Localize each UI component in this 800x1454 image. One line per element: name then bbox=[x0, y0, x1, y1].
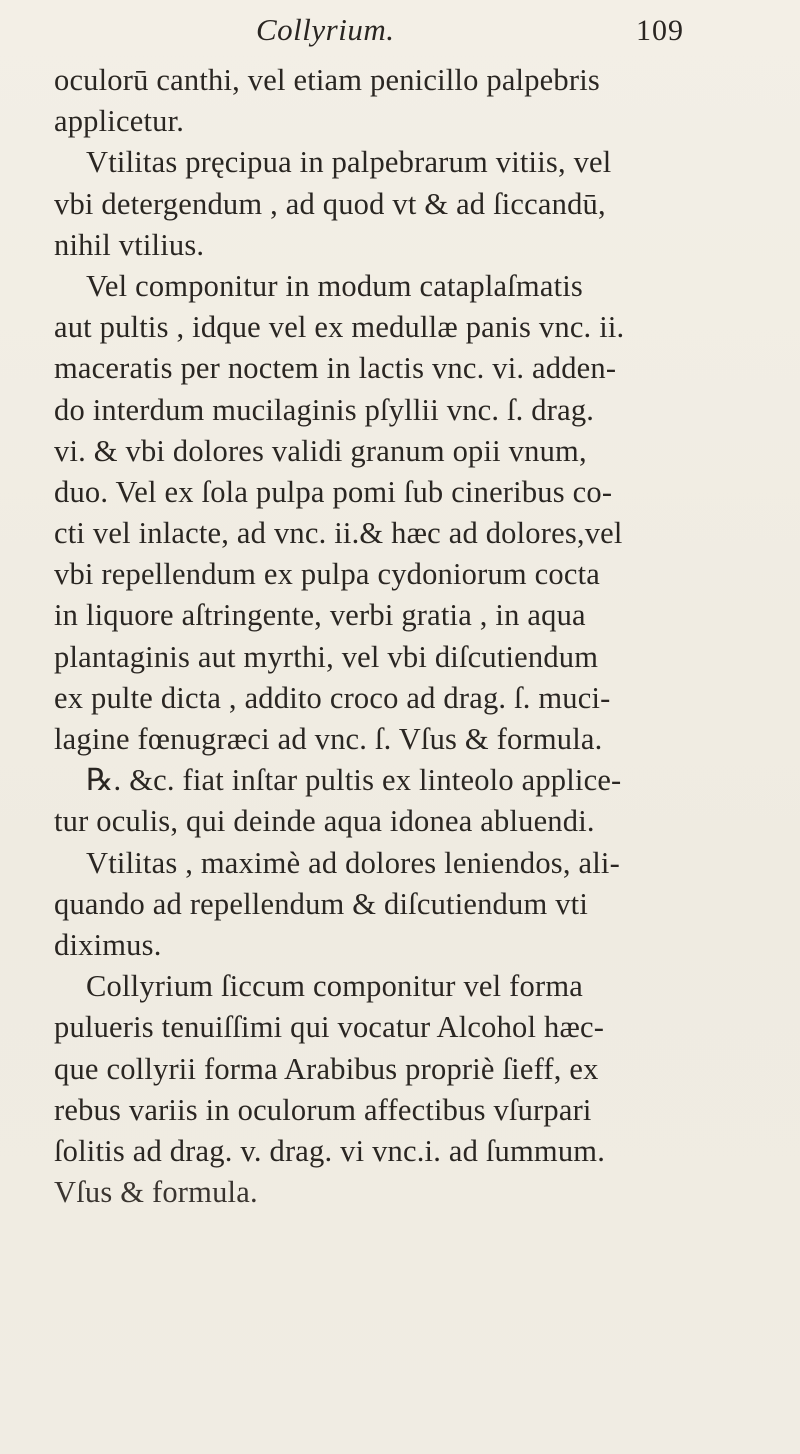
text-line: ſolitis ad drag. v. drag. vi vnc.i. ad ſummum. bbox=[54, 1133, 606, 1168]
text-line: plantaginis aut myrthi, vel vbi diſcutiendum bbox=[54, 639, 599, 674]
text-line: rebus variis in oculorum affectibus vſurpari bbox=[54, 1092, 592, 1127]
text-line: ex pulte dicta , addito croco ad drag. ſ. muci- bbox=[54, 680, 611, 715]
running-title: Collyrium. bbox=[256, 12, 395, 47]
text-line: cti vel inlacte, ad vnc. ii.& hæc ad dolores,vel bbox=[54, 516, 623, 551]
text-line: lagine fœnugræci ad vnc. ſ. Vſus & formula. bbox=[54, 722, 603, 756]
page-number: 109 bbox=[636, 14, 684, 47]
text-line: Vtilitas , maximè ad dolores leniendos, ali- bbox=[86, 845, 620, 880]
text-line: duo. Vel ex ſola pulpa pomi ſub cineribus co- bbox=[54, 474, 613, 509]
text-line: tur oculis, qui deinde aqua idonea abluendi. bbox=[54, 804, 595, 839]
body-text bbox=[54, 60, 784, 1213]
page-header bbox=[0, 12, 800, 56]
text-line: do interdum mucilaginis pſyllii vnc. ſ. drag. bbox=[54, 392, 595, 427]
text-line: diximus. bbox=[54, 927, 162, 962]
text-line: ℞. &c. fiat inſtar pultis ex linteolo applice- bbox=[86, 763, 622, 798]
text-line: vbi repellendum ex pulpa cydoniorum cocta bbox=[54, 557, 601, 592]
text-line: aut pultis , idque vel ex medullæ panis vnc. ii. bbox=[54, 310, 625, 345]
text-line: Collyrium ſiccum componitur vel forma bbox=[86, 969, 583, 1004]
text-line: Vſus & formula. bbox=[54, 1175, 258, 1210]
text-line: Vel componitur in modum cataplaſmatis bbox=[86, 268, 583, 303]
text-line: oculorū canthi, vel etiam penicillo palpebris bbox=[54, 63, 600, 97]
text-line: vbi detergendum , ad quod vt & ad ſiccandū, bbox=[54, 186, 606, 221]
text-line: vi. & vbi dolores validi granum opii vnum, bbox=[54, 433, 587, 468]
text-line: pulueris tenuiſſimi qui vocatur Alcohol hæc- bbox=[54, 1010, 605, 1045]
text-line: in liquore aſtringente, verbi gratia , in aqua bbox=[54, 598, 586, 633]
text-line: quando ad repellendum & diſcutiendum vti bbox=[54, 886, 589, 921]
text-line: Vtilitas pręcipua in palpebrarum vitiis, vel bbox=[86, 145, 612, 180]
text-line: maceratis per noctem in lactis vnc. vi. adden- bbox=[54, 351, 617, 386]
text-line: applicetur. bbox=[54, 104, 185, 139]
text-line: nihil vtilius. bbox=[54, 227, 205, 262]
text-line: que collyrii forma Arabibus propriè ſieff, ex bbox=[54, 1051, 599, 1086]
